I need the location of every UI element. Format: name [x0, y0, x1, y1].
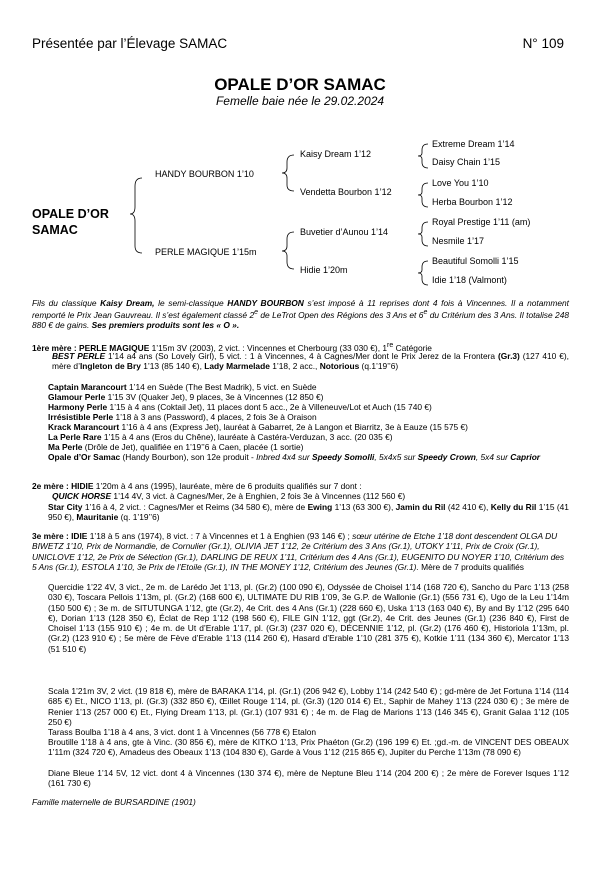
dam3-produce-row: Quercidie 1’22 4V, 3 vict., 2e m. de Larédo Jet 1’13, pl. (Gr.2) (100 090 €), Odyssée de Choisel 1’14 (168 720 €), Sancho du Parc 1’13 (258 030 €), Toscara Pellois 1’13m, pl. (Gr.2) (168 600 €), ULTIMATE DU RIB 1’09, 3e G.P. de Wallonie (Gr.1) (556 731 €), Ugo de la Leu 1’14m (150 500 €) ; 3e m. de SITUTUNGA 1’12, gte (Gr.2), 4e Crit. des 4 Ans (Gr.1) (228 660 €), Uska 1’13 (163 040 €), By and By 1’12 (295 640 €), Dorian 1’13 (128 350 €), Éclat de Rep 1’12 (198 560 €), FILE GIN 1’12, ggt (Gr.2), 4e Crit. des Jeunes (Gr.1) (236 840 €), First de Choisel 1’13 (155 910 €) ; 4e m. de Ut d’Erable 1’17, pl. (Gr.3) (237 020 €), DÉCENNIE 1’12, pl. (Gr.2) (176 460 €), Historiola 1’13m, pl. (Gr.2) (123 910 €) ; 5e mère de Fève d’Erable 1’13 (114 260 €), Hasard d’Erable 1’10 (281 375 €), Kotkie 1’11 (134 360 €), Mercator 1’13 (51 510 €) [48, 582, 569, 654]
pedigree-sire: HANDY BOURBON 1’10 [155, 169, 254, 179]
dam1-produce-row-subject: Opale d’Or Samac (Handy Bourbon), son 12e produit - Inbred 4x4 sur Speedy Somolli, 5x4x5 sur Speedy Crown, 5x4 sur Caprior [48, 452, 541, 462]
presenter-label: Présentée par l’Élevage SAMAC [32, 36, 228, 51]
dam1-produce-row: La Perle Rare 1’15 à 4 ans (Eros du Chêne), lauréate à Castéra-Verduzan, 3 acc. (20 035 €) [48, 432, 393, 442]
horse-subtitle: Femelle baie née le 29.02.2024 [215, 94, 385, 108]
pedigree-sds: Love You 1’10 [432, 178, 489, 188]
dam3-produce-row: Broutille 1’18 à 4 ans, gte à Vinc. (30 856 €), mère de KITKO 1’13, Prix Phaéton (Gr.2) (196 199 €) Et. ;gd.-m. de VINCENT DES OBEAUX 1’11m (324 720 €), Amadeus des Obeaux 1’13 (104 830 €), Garde à Vous 1’12 (215 865 €), Jupiter du Perche 1’13m (78 090 €) [48, 737, 569, 758]
horse-name-line1: OPALE D’OR [32, 207, 109, 221]
dam2-produce-row: QUICK HORSE 1’14 4V, 3 vict. à Cagnes/Mer, 2e à Enghien, 2 fois 3e à Vincennes (112 560 €) [52, 491, 406, 501]
pedigree-ss: Kaisy Dream 1’12 [300, 149, 372, 159]
second-dam-heading: 2e mère : HIDIE 1’20m à 4 ans (1995), lauréate, mère de 6 produits qualifiés sur 7 dont : [32, 481, 362, 491]
sire-intro-paragraph: Fils du classique Kaisy Dream, le semi-classique HANDY BOURBON s’est imposé à 11 reprises dont 4 fois à Vincennes. Il a notamment remporté le Prix Jean Gauvreau. Il s’est également classé 2e de LeTrot Open des Régions des 3 Ans et 6e du Critérium des 3 Ans. Il totalise 248 880 € de gains. Ses premiers produits sont les « O ». [32, 298, 570, 331]
pedigree-dam: PERLE MAGIQUE 1’15m [155, 247, 257, 257]
horse-name-line2: SAMAC [32, 223, 78, 237]
pedigree-ssd: Daisy Chain 1’15 [432, 157, 501, 167]
dam1-produce-row: Ma Perle (Drôle de Jet), qualifiée en 1’19’’6 à Caen, placée (1 sortie) [48, 442, 304, 452]
pedigree-sd: Vendetta Bourbon 1’12 [300, 187, 392, 197]
third-dam-heading: 3e mère : IDIE 1’18 à 5 ans (1974), 8 vict. : 7 à Vincennes et 1 à Enghien (93 146 €) ; sœur utérine de Etche 1’18 dont descendent OLGA DU BIWETZ 1’10, Prix de Normandie, de Cornulier (Gr.1), OLIVIA JET 1’12, 2e Critérium des 3 Ans (Gr.1), UTOKY 1’11, Prix de Croix (Gr.1), UNICLOVE 1’12, 2e Prix de Sélection (Gr.1), DARLING DE REUX 1’11, Critérium des 4 Ans (Gr.1), EUGENITO DU NOYER 1’10, Critérium des 5 Ans (Gr.1), ESTOLA 1’10, 3e Prix de l’Etoile (Gr.1), IN THE MONEY 1’12, Critérium des Jeunes (Gr.1). Mère de 7 produits qualifiés [32, 531, 565, 572]
first-dam-heading: 1ère mère : PERLE MAGIQUE 1’15m 3V (2003), 2 vict. : Vincennes et Cherbourg (33 030 €), 1re Catégorie [32, 342, 432, 353]
pedigree-dd: Hidie 1’20m [300, 265, 348, 275]
pedigree-horse-name [32, 206, 122, 238]
pedigree-ds: Buvetier d’Aunou 1’14 [300, 227, 389, 237]
dam1-produce-row: Glamour Perle 1’15 3V (Quaker Jet), 9 places, 3e à Vincennes (12 850 €) [48, 392, 324, 402]
pedigree-sdd: Herba Bourbon 1’12 [432, 197, 513, 207]
lot-number: N° 109 [522, 36, 564, 51]
dam3-produce-row: Scala 1’21m 3V, 2 vict. (19 818 €), mère de BARAKA 1’14, pl. (Gr.1) (206 942 €), Lobby 1’14 (242 540 €) ; gd-mère de Jet Fortuna 1’14 (114 685 €) Et., NICO 1’13, pl. (Gr.3) (332 850 €), Œillet Rouge 1’14, pl. (Gr.3) (120 014 €) Et., Saphir de Mahey 1’13 (224 030 €) ; 3e mère de Renier 1’13 (257 000 €) Et., Flying Dream 1’13, pl. (Gr.1) (107 931 €) ; 4e m. de Flag de Marions 1’13 (146 345 €), Granit Galaa 1’12 (105 250 €) [48, 686, 569, 727]
pedigree-dsd: Nesmile 1’17 [432, 236, 485, 246]
horse-title: OPALE D’OR SAMAC [214, 75, 386, 94]
dam3-produce-row: Tarass Boulba 1’18 à 4 ans, 3 vict. dont 1 à Vincennes (56 778 €) Etalon [48, 727, 317, 737]
dam2-produce-row: Star City 1’16 à 4, 2 vict. : Cagnes/Mer et Reims (34 580 €), mère de Ewing 1’13 (63 300 €), Jamin du Ril (42 410 €), Kelly du Ril 1’15 (41 950 €), Mauritanie (q. 1’19’’6) [48, 502, 569, 523]
dam1-produce-row: Krack Marancourt 1’16 à 4 ans (Express Jet), lauréat à Gabarret, 2e à Langon et Biarritz, 3e à Eauze (15 575 €) [48, 422, 468, 432]
dam1-produce-row: Irrésistible Perle 1’18 à 3 ans (Password), 4 places, 2 fois 3e à Oraison [48, 412, 317, 422]
maternal-family-footer: Famille maternelle de BURSARDINE (1901) [32, 797, 196, 807]
dam1-produce-row: Harmony Perle 1’15 à 4 ans (Coktail Jet), 11 places dont 5 acc., 2e à Villeneuve/Lot et Auch (15 740 €) [48, 402, 432, 412]
dam1-produce-row: Captain Marancourt 1’14 en Suède (The Best Madrik), 5 vict. en Suède [48, 382, 317, 392]
dam1-produce-row: BEST PERLE 1’14 a4 ans (So Lovely Girl), 5 vict. : 1 à Vincennes, 4 à Cagnes/Mer dont le Prix Jerez de la Frontera (Gr.3) (127 410 €), mère d’Ingleton de Bry 1’13 (85 140 €), Lady Marmelade 1’18, 2 acc., Notorious (q.1’19’’6) [52, 351, 569, 372]
pedigree-ddd: Idie 1’18 (Valmont) [432, 275, 507, 285]
pedigree-dss: Royal Prestige 1’11 (am) [432, 217, 531, 227]
pedigree-dds: Beautiful Somolli 1’15 [432, 256, 519, 266]
dam3-produce-row: Diane Bleue 1’14 5V, 12 vict. dont 4 à Vincennes (130 374 €), mère de Neptune Bleu 1’14 (204 200 €) ; 2e mère de Forever Isques 1’12 (161 730 €) [48, 768, 569, 789]
pedigree-sss: Extreme Dream 1’14 [432, 139, 515, 149]
